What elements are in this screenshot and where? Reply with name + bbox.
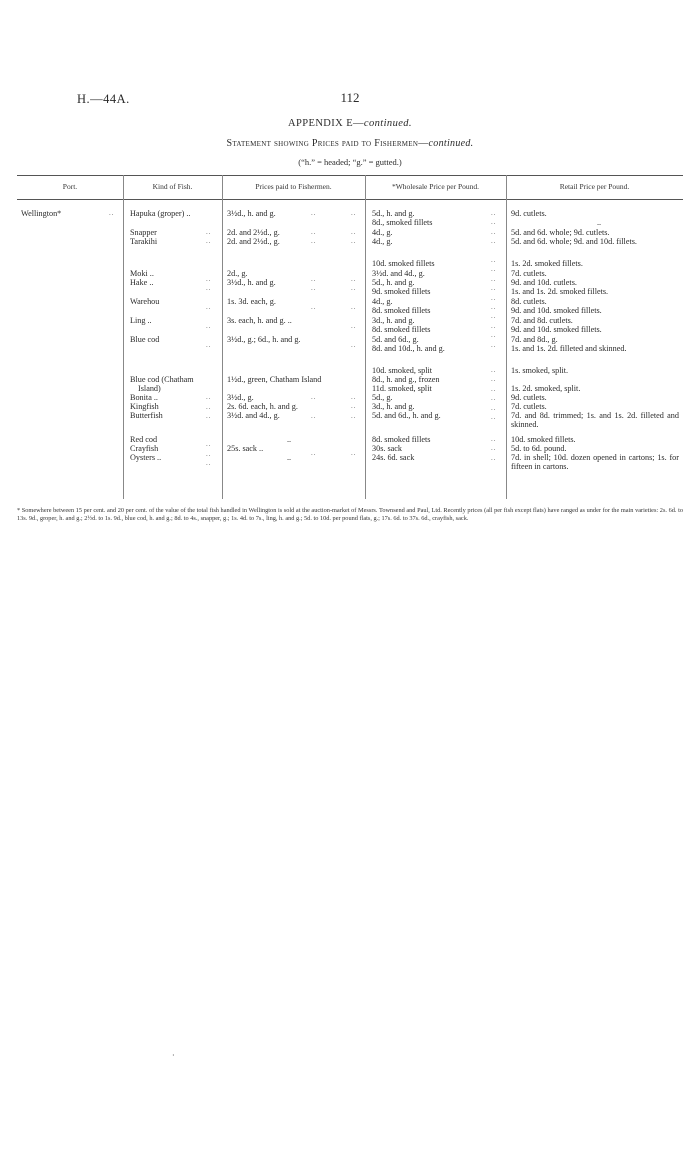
fisherman-price: 3½d., g. xyxy=(227,393,254,402)
fish-name: Tarakihi xyxy=(130,237,158,246)
fisherman-price: .. xyxy=(287,453,292,462)
retail-price: 1s. and 1s. 2d. smoked fillets. xyxy=(511,287,609,296)
fish-name: Blue cod xyxy=(130,335,160,344)
footnote: * Somewhere between 15 per cent. and 20 per cent. of the value of the total fish handled in Wellington is sold at the auction-market of Messrs. Townsend and Paul, Ltd. Recently prices (all per fish except flats) have ranged as under for the main varieties: 2s. 6d. to 13s. 9d., groper, h. and g.; 2½d. to 1s. 9d., blue cod, h. and g.; 8d. to 4s., snapper, g.; 1s. 4d. to 7s., ling, h. and g.; 5d. to 10d. per pound flats, g.; 17s. 6d. to 37s. 6d., crayfish, sack. xyxy=(17,507,683,522)
retail-price: 7d. and 8d., g. xyxy=(511,335,558,344)
table-top-rule xyxy=(17,175,683,176)
leader-dots: .. .. .. .. .. .. xyxy=(206,393,212,468)
statement-title xyxy=(0,138,700,149)
wholesale-price: 8d. smoked fillets xyxy=(372,306,431,315)
leader-dots: .. .. .. .. .. .. .. xyxy=(206,228,212,349)
retail-price: 7d. and 8d. cutlets. xyxy=(511,316,573,325)
page-number: 112 xyxy=(340,90,360,105)
retail-price: 9d. and 10d. smoked fillets. xyxy=(511,325,602,334)
wholesale-price: 4d., g. xyxy=(372,237,393,246)
fisherman-price: 1s. 3d. each, g. xyxy=(227,297,276,306)
fish-name: Butterfish xyxy=(130,411,163,420)
retail-price: 1s. and 1s. 2d. filleted and skinned. xyxy=(511,344,627,353)
wholesale-price: 3½d. and 4d., g. xyxy=(372,269,425,278)
fisherman-price: .. xyxy=(287,435,292,444)
wholesale-price: 5d., h. and g. xyxy=(372,209,415,218)
fisherman-price: 3s. each, h. and g. .. xyxy=(227,316,292,325)
fisherman-price: 3½d. and 4d., g. xyxy=(227,411,280,420)
fish-name: Snapper xyxy=(130,228,157,237)
retail-price: 9d. cutlets. xyxy=(511,209,547,218)
appendix-title xyxy=(0,118,700,129)
column-header-fisherman: Prices paid to Fishermen. xyxy=(255,182,332,191)
retail-price: 9d. and 10d. cutlets. xyxy=(511,278,577,287)
wholesale-price: 9d. smoked fillets xyxy=(372,287,431,296)
wholesale-price: 5d. and 6d., g. xyxy=(372,335,419,344)
fisherman-price: 2s. 6d. each, h. and g. xyxy=(227,402,298,411)
retail-price: 1s. smoked, split. xyxy=(511,366,569,375)
wholesale-price: 3d., h. and g. xyxy=(372,316,415,325)
retail-price: 9d. and 10d. smoked fillets. xyxy=(511,306,602,315)
retail-price: 7d. cutlets. xyxy=(511,269,547,278)
leader-dots: .. .. .. .. .. .. xyxy=(311,209,317,312)
table-header-rule xyxy=(17,199,683,200)
fisherman-price: 3½d., h. and g. xyxy=(227,278,276,287)
fisherman-price: 25s. sack .. xyxy=(227,444,264,453)
retail-price: 1s. 2d. smoked, split. xyxy=(511,384,581,393)
fish-name: Island) xyxy=(138,384,161,393)
fish-name: Hake .. xyxy=(130,278,154,287)
leader-dots: .. .. .. xyxy=(491,435,497,462)
wholesale-price: 11d. smoked, split xyxy=(372,384,432,393)
wholesale-price: 30s. sack xyxy=(372,444,403,453)
wholesale-price: 8d. and 10d., h. and g. xyxy=(372,344,445,353)
fisherman-price: 2d., g. xyxy=(227,269,248,278)
fish-name: Warehou xyxy=(130,297,160,306)
appendix-title-main: APPENDIX E— xyxy=(288,118,364,129)
retail-price: 8d. cutlets. xyxy=(511,297,547,306)
fisherman-price: 1½d., green, Chatham Island xyxy=(227,375,322,384)
column-divider xyxy=(506,175,507,499)
retail-price: 9d. cutlets. xyxy=(511,393,547,402)
leader-dots: .. .. .. xyxy=(311,393,317,458)
leader-dots: .. xyxy=(109,209,115,217)
wholesale-price: 5d., g. xyxy=(372,393,393,402)
wholesale-price: 5d., h. and g. xyxy=(372,278,415,287)
abbreviation-note: (“h.” = headed; “g.” = gutted.) xyxy=(298,157,402,167)
fish-name: Ling .. xyxy=(130,316,152,325)
wholesale-price: 8d. smoked fillets xyxy=(372,435,431,444)
retail-price: 7d. cutlets. xyxy=(511,402,547,411)
fish-name: Bonita .. xyxy=(130,393,158,402)
wholesale-price: 24s. 6d. sack xyxy=(372,453,415,462)
leader-dots: .. .. .. .. .. .. xyxy=(491,366,497,422)
statement-title-continued: continued. xyxy=(428,138,474,149)
retail-price: 7d. and 8d. trimmed; 1s. and 1s. 2d. filleted and skinned. xyxy=(511,411,679,430)
leader-dots: .. .. .. .. xyxy=(351,393,357,458)
column-divider xyxy=(222,175,223,499)
retail-price: 5d. and 6d. whole; 9d. cutlets. xyxy=(511,228,610,237)
retail-price: 5d. and 6d. whole; 9d. and 10d. fillets. xyxy=(511,237,637,246)
wholesale-price: 8d., smoked fillets xyxy=(372,218,433,227)
column-header-wholesale: *Wholesale Price per Pound. xyxy=(391,182,480,191)
fisherman-price: 3½d., g.; 6d., h. and g. xyxy=(227,335,301,344)
fish-name: Oysters .. xyxy=(130,453,162,462)
retail-price: 7d. in shell; 10d. dozen opened in cartons; 1s. for fifteen in cartons. xyxy=(511,453,679,472)
fish-name: Hapuka (groper) .. xyxy=(130,209,191,218)
fish-name: Kingfish xyxy=(130,402,159,411)
fisherman-price: 3½d., h. and g. xyxy=(227,209,276,218)
fish-name: Red cod xyxy=(130,435,158,444)
column-divider xyxy=(365,175,366,499)
retail-price: .. xyxy=(597,218,602,227)
retail-price: 10d. smoked fillets. xyxy=(511,435,576,444)
leader-dots: .. .. .. .. .. .. .. .. xyxy=(351,209,357,349)
port-name: Wellington* xyxy=(21,209,62,218)
retail-price: 5d. to 6d. pound. xyxy=(511,444,567,453)
fish-name: Crayfish xyxy=(130,444,159,453)
wholesale-price: 5d. and 6d., h. and g. xyxy=(372,411,441,420)
column-header-kind: Kind of Fish. xyxy=(152,182,193,191)
fisherman-price: 2d. and 2½d., g. xyxy=(227,228,280,237)
stray-mark: · xyxy=(172,1051,175,1060)
retail-price: 1s. 2d. smoked fillets. xyxy=(511,259,583,268)
fisherman-price: 2d. and 2½d., g. xyxy=(227,237,280,246)
wholesale-price: 3d., h. and g. xyxy=(372,402,415,411)
price-table xyxy=(17,175,683,499)
fish-name: Moki .. xyxy=(130,269,154,278)
wholesale-price: 10d. smoked fillets xyxy=(372,259,435,268)
statement-title-main: Statement showing Prices paid to Fishermen— xyxy=(226,138,429,149)
wholesale-price: 8d., h. and g., frozen xyxy=(372,375,440,384)
wholesale-price: 8d. smoked fillets xyxy=(372,325,431,334)
column-header-port: Port. xyxy=(62,182,78,191)
wholesale-price: 4d., g. xyxy=(372,297,393,306)
column-divider xyxy=(123,175,124,499)
leader-dots: .. .. .. .. .. .. .. .. .. .. .. .. .. .. xyxy=(491,209,497,349)
wholesale-price: 4d., g. xyxy=(372,228,393,237)
wholesale-price: 10d. smoked, split xyxy=(372,366,433,375)
column-header-retail: Retail Price per Pound. xyxy=(559,182,630,191)
fish-name: Blue cod (Chatham xyxy=(130,375,194,384)
header-code: H.—44A. xyxy=(77,92,130,106)
appendix-title-continued: continued. xyxy=(363,118,412,129)
